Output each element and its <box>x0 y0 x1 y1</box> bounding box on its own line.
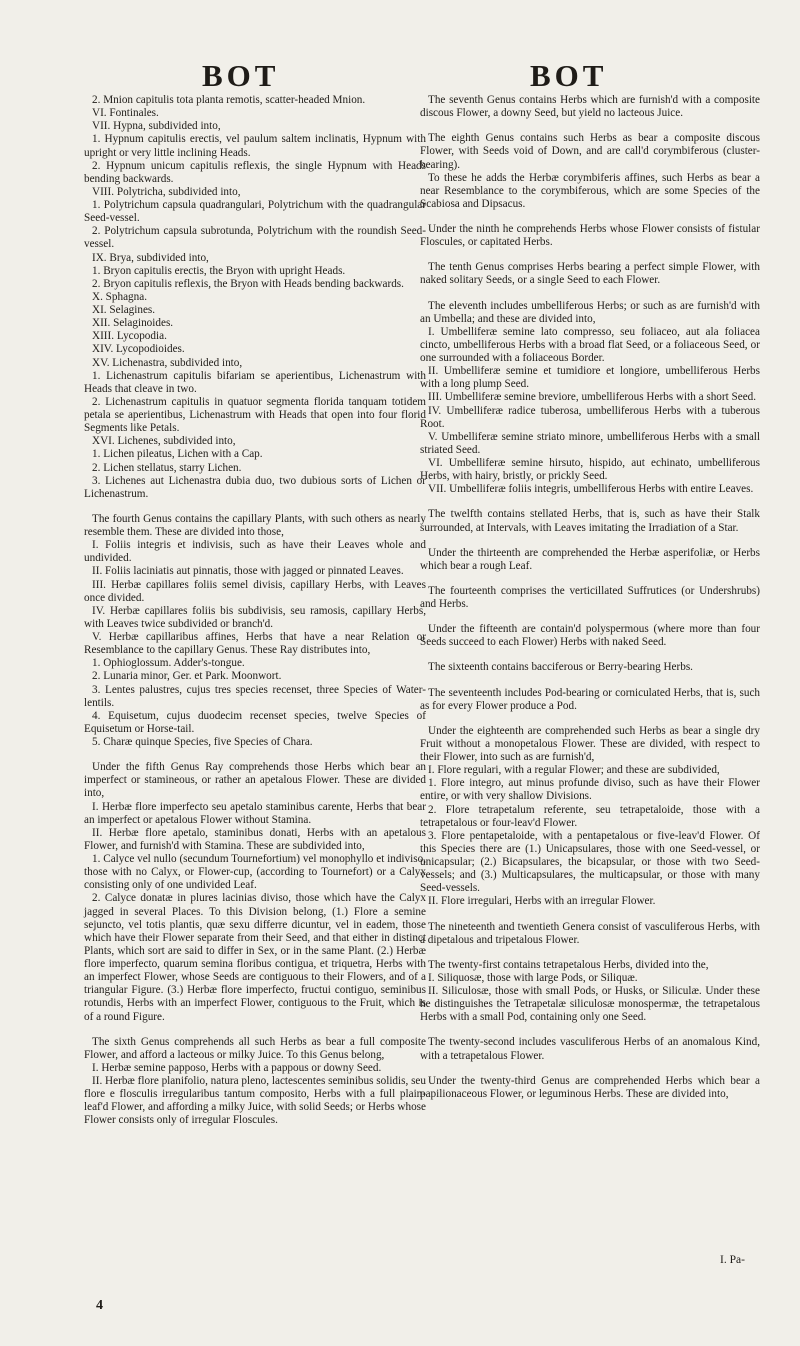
paragraph: The twenty-first contains tetrapetalous Herbs, divided into the, <box>428 958 709 971</box>
paragraph: II. Siliculosæ, those with small Pods, or Husks, or Siliculæ. Under these he distinguishes the Tetrapetalæ siliculosæ monospermæ, the tetrapetalous Herbs with a small Pod, containing only one Seed. <box>420 985 760 1024</box>
paragraph: The twenty-second includes vasculiferous Herbs of an anomalous Kind, with a tetrapetalous Flower. <box>420 1036 760 1062</box>
paragraph: IX. Brya, subdivided into, <box>92 251 209 264</box>
paragraph: III. Herbæ capillares foliis semel divisis, capillary Herbs, with Leaves once divided. <box>84 578 426 604</box>
paragraph: I. Foliis integris et indivisis, such as have their Leaves whole and undivided. <box>84 539 426 565</box>
paragraph: 2. Lichenastrum capitulis in quatuor segmenta florida tanquam totidem petala se aperientibus, Lichenastrum with Heads that open into four florid Segments like Petals. <box>84 395 426 435</box>
page-number: 4 <box>96 1298 103 1313</box>
paragraph: The sixteenth contains bacciferous or Berry-bearing Herbs. <box>428 661 693 674</box>
paragraph: II. Foliis laciniatis aut pinnatis, those with jagged or pinnated Leaves. <box>92 565 404 578</box>
paragraph: 4. Equisetum, cujus duodecim recenset species, twelve Species of Equisetum or Horse-tail. <box>84 709 426 735</box>
paragraph: The nineteenth and twentieth Genera consist of vasculiferous Herbs, with a dipetalous and tripetalous Flower. <box>420 920 760 946</box>
paragraph: 1. Bryon capitulis erectis, the Bryon with upright Heads. <box>92 264 346 277</box>
paragraph: Under the eighteenth are comprehended such Herbs as bear a single dry Fruit without a monopetalous Flower. These are divided, with respect to their Flower, into such as are furnish'd, <box>420 724 760 763</box>
paragraph: 1. Hypnum capitulis erectis, vel paulum saltem inclinatis, Hypnum with upright or very little inclining Heads. <box>84 133 426 159</box>
running-head-right: BOT <box>530 58 608 93</box>
paragraph: VI. Umbelliferæ semine hirsuto, hispido, aut echinato, umbelliferous Herbs, with hairy, bristly, or prickly Seed. <box>420 457 760 483</box>
paragraph: The seventh Genus contains Herbs which are furnish'd with a composite discous Flower, a downy Seed, but yield no lacteous Juice. <box>420 94 760 120</box>
paragraph: 2. Lunaria minor, Ger. et Park. Moonwort. <box>92 670 282 683</box>
paragraph: Under the thirteenth are comprehended the Herbæ asperifoliæ, or Herbs which bear a rough Leaf. <box>420 546 760 572</box>
right-column <box>420 94 760 1101</box>
paragraph: Under the fifteenth are contain'd polyspermous (where more than four Seeds succeed to each Flower) Herbs with naked Seed. <box>420 623 760 649</box>
paragraph: XII. Selaginoides. <box>92 317 174 330</box>
paragraph: XIII. Lycopodia. <box>92 330 167 343</box>
paragraph: 2. Calyce donatæ in plures lacinias diviso, those which have the Calyx jagged in several Places. To this Division belong, (1.) Flore a semine sejuncto, vel totis plantis, quæ sexu differre dicuntur, vel in eadem, those which have their Flower separate from their Seed, and that either in distinct Plants, which sort are said to differ in Sex, or in the same Plant. (2.) Herbæ flore imperfecto, quarum semina floribus contigua, et triquetra, Herbs with an imperfect Flower, whose Seeds are contiguous to their Flowers, and of a triangular Figure. (3.) Herbæ flore imperfecto, fructui contiguo, seminibus rotundis, Herbs with an imperfect Flower, contiguous to the Fruit, which is of a round Figure. <box>84 892 426 1023</box>
paragraph: The fourteenth comprises the verticillated Suffrutices (or Undershrubs) and Herbs. <box>420 584 760 610</box>
paragraph: XIV. Lycopodioides. <box>92 343 185 356</box>
paragraph: III. Umbelliferæ semine breviore, umbelliferous Herbs with a short Seed. <box>428 391 757 404</box>
paragraph: 1. Polytrichum capsula quadrangulari, Polytrichum with the quadrangular Seed-vessel. <box>84 199 426 225</box>
paragraph: XVI. Lichenes, subdivided into, <box>92 435 236 448</box>
paragraph: 3. Lentes palustres, cujus tres species recenset, three Species of Water-lentils. <box>84 683 426 709</box>
paragraph: II. Herbæ flore planifolio, natura pleno, lactescentes seminibus solidis, seu flore e flosculis irregularibus tantum composito, Herbs with a full plain-leaf'd Flower, and affording a milky Juice, with solid Seeds; or Herbs whose Flower consists only of irregular Floscules. <box>84 1075 426 1127</box>
running-head-left: BOT <box>202 58 280 93</box>
paragraph: VII. Hypna, subdivided into, <box>92 120 221 133</box>
paragraph: 2. Bryon capitulis reflexis, the Bryon with Heads bending backwards. <box>92 277 404 290</box>
paragraph: 1. Ophioglossum. Adder's-tongue. <box>92 657 245 670</box>
paragraph: 2. Polytrichum capsula subrotunda, Polytrichum with the roundish Seed-vessel. <box>84 225 426 251</box>
paragraph: II. Flore irregulari, Herbs with an irregular Flower. <box>428 895 656 908</box>
paragraph: V. Umbelliferæ semine striato minore, umbelliferous Herbs with a small striated Seed. <box>420 430 760 456</box>
paragraph: Under the twenty-third Genus are comprehended Herbs which bear a papilionaceous Flower, or leguminous Herbs. These are divided into, <box>420 1074 760 1100</box>
paragraph: 1. Flore integro, aut minus profunde diviso, such as have their Flower entire, or with very shallow Divisions. <box>420 777 760 803</box>
paragraph: Under the fifth Genus Ray comprehends those Herbs which bear an imperfect or stamineous, or rather an apetalous Flower. These are divided into, <box>84 761 426 800</box>
paragraph: I. Herbæ semine papposo, Herbs with a pappous or downy Seed. <box>92 1061 382 1074</box>
paragraph: 3. Flore pentapetaloide, with a pentapetalous or five-leav'd Flower. Of this Species there are (1.) Unicapsulares, those with one Seed-vessel, or unicapsular; (2.) Bicapsulares, the bicapsular, or those with two Seed-vessels; and (3.) Multicapsulares, the multicapsular, or those with many Seed-vessels. <box>420 829 760 895</box>
paragraph: Under the ninth he comprehends Herbs whose Flower consists of fistular Floscules, or capitated Herbs. <box>420 223 760 249</box>
paragraph: The eleventh includes umbelliferous Herbs; or such as are furnish'd with an Umbella; and these are divided into, <box>420 299 760 325</box>
paragraph: IV. Umbelliferæ radice tuberosa, umbelliferous Herbs with a tuberous Root. <box>420 404 760 430</box>
paragraph: 5. Charæ quinque Species, five Species of Chara. <box>92 736 313 748</box>
paragraph: I. Siliquosæ, those with large Pods, or Siliquæ. <box>428 971 638 984</box>
paragraph: VI. Fontinales. <box>92 107 159 120</box>
paragraph: IV. Herbæ capillares foliis bis subdivisis, seu ramosis, capillary Herbs, with Leaves twice subdivided or branch'd. <box>84 604 426 630</box>
paragraph: The seventeenth includes Pod-bearing or corniculated Herbs, that is, such as for every Flower produce a Pod. <box>420 686 760 712</box>
paragraph: 1. Lichenastrum capitulis bifariam se aperientibus, Lichenastrum with Heads that cleave in two. <box>84 369 426 395</box>
paragraph: The sixth Genus comprehends all such Herbs as bear a full composite Flower, and afford a lacteous or milky Juice. To this Genus belong, <box>84 1035 426 1061</box>
paragraph: I. Umbelliferæ semine lato compresso, seu foliaceo, aut ala foliacea cincto, umbelliferous Herbs with a broad flat Seed, or a foliaceous Seed, or one surrounded with a foliaceous Border. <box>420 325 760 364</box>
paragraph: The tenth Genus comprises Herbs bearing a perfect simple Flower, with naked solitary Seeds, or a single Seed to each Flower. <box>420 261 760 287</box>
paragraph: V. Herbæ capillaribus affines, Herbs that have a near Relation or Resemblance to the capillary Genus. These Ray distributes into, <box>84 631 426 657</box>
catchword: I. Pa- <box>720 1254 745 1266</box>
paragraph: 2. Lichen stellatus, starry Lichen. <box>92 461 242 474</box>
paragraph: The twelfth contains stellated Herbs, that is, such as have their Stalk surrounded, at Intervals, with Leaves imitating the Irradiation of a Star. <box>420 508 760 534</box>
paragraph: 1. Lichen pileatus, Lichen with a Cap. <box>92 448 263 461</box>
paragraph: II. Herbæ flore apetalo, staminibus donati, Herbs with an apetalous Flower, and furnish'd with Stamina. These are subdivided into, <box>84 826 426 852</box>
paragraph: II. Umbelliferæ semine et tumidiore et longiore, umbelliferous Herbs with a long plump Seed. <box>420 365 760 391</box>
paragraph: To these he adds the Herbæ corymbiferis affines, such Herbs as bear a near Resemblance to the corymbiferous, which are some Species of the Scabiosa and Dipsacus. <box>420 171 760 210</box>
paragraph: 3. Lichenes aut Lichenastra dubia duo, two dubious sorts of Lichen or Lichenastrum. <box>84 474 426 500</box>
paragraph: VII. Umbelliferæ foliis integris, umbelliferous Herbs with entire Leaves. <box>428 483 754 496</box>
paragraph: XV. Lichenastra, subdivided into, <box>92 356 243 369</box>
paragraph: 1. Calyce vel nullo (secundum Tournefortium) vel monophyllo et indiviso, those with no Calyx, or Flower-cup, (according to Tournefort) or a Calyx consisting only of one undivided Leaf. <box>84 853 426 892</box>
paragraph: The eighth Genus contains such Herbs as bear a composite discous Flower, with Seeds void of Down, and are call'd corymbiferous (cluster-bearing). <box>420 132 760 171</box>
paragraph: 2. Hypnum unicum capitulis reflexis, the single Hypnum with Heads bending backwards. <box>84 159 426 185</box>
paragraph: X. Sphagna. <box>92 290 147 303</box>
paragraph: XI. Selagines. <box>92 304 156 316</box>
left-column <box>84 94 426 1128</box>
paragraph: 2. Mnion capitulis tota planta remotis, scatter-headed Mnion. <box>92 94 366 106</box>
paragraph: VIII. Polytricha, subdivided into, <box>92 185 241 198</box>
paragraph: The fourth Genus contains the capillary Plants, with such others as nearly resemble them. These are divided into those, <box>84 512 426 538</box>
paragraph: I. Flore regulari, with a regular Flower; and these are subdivided, <box>428 764 720 777</box>
paragraph: I. Herbæ flore imperfecto seu apetalo staminibus carente, Herbs that bear an imperfect or apetalous Flower without Stamina. <box>84 800 426 826</box>
paragraph: 2. Flore tetrapetalum referente, seu tetrapetaloide, those with a tetrapetalous or four-leav'd Flower. <box>420 803 760 829</box>
